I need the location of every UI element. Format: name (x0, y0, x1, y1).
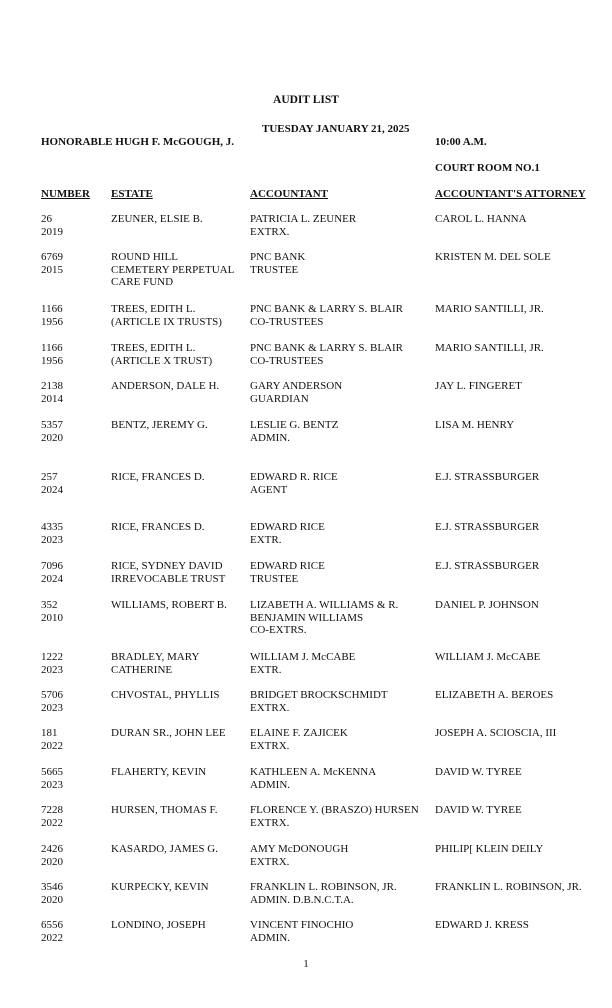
row-accountant-line: GARY ANDERSON (250, 380, 343, 392)
row-attorney (435, 342, 544, 355)
row-accountant (250, 471, 338, 496)
row-attorney (435, 599, 539, 612)
row-accountant-line: GUARDIAN (250, 392, 309, 405)
row-attorney-line: JOSEPH A. SCIOSCIA, III (435, 727, 557, 739)
row-number (41, 804, 63, 829)
row-attorney-line: ELIZABETH A. BEROES (435, 689, 554, 701)
court-room: COURT ROOM NO.1 (435, 162, 540, 174)
row-number-line: 2023 (41, 663, 63, 676)
row-accountant (250, 766, 376, 791)
row-accountant-line: EDWARD R. RICE (250, 471, 338, 483)
row-accountant-line: EXTRX. (250, 739, 290, 752)
row-estate (111, 766, 206, 779)
row-number (41, 419, 63, 444)
row-accountant (250, 651, 355, 676)
row-estate-line: ROUND HILL (111, 251, 178, 263)
row-accountant-line: LESLIE G. BENTZ (250, 419, 339, 431)
row-accountant (250, 689, 388, 714)
row-estate-line: BENTZ, JEREMY G. (111, 419, 208, 431)
row-attorney-line: WILLIAM J. McCABE (435, 651, 541, 663)
row-estate-line: CATHERINE (111, 663, 173, 676)
row-attorney-line: MARIO SANTILLI, JR. (435, 303, 544, 315)
row-estate-line: TREES, EDITH L. (111, 342, 196, 354)
row-estate-line: FLAHERTY, KEVIN (111, 766, 207, 778)
row-accountant-line: TRUSTEE (250, 572, 299, 585)
row-number (41, 651, 63, 676)
row-estate-line: RICE, SYDNEY DAVID (111, 560, 223, 572)
row-attorney-line: EDWARD J. KRESS (435, 919, 529, 931)
row-estate-line: RICE, FRANCES D. (111, 521, 205, 533)
row-number-line: 5665 (41, 766, 63, 778)
row-estate (111, 599, 227, 612)
hearing-date: TUESDAY JANUARY 21, 2025 (262, 123, 410, 135)
row-attorney-line: DAVID W. TYREE (435, 766, 522, 778)
row-accountant-line: PNC BANK & LARRY S. BLAIR (250, 342, 404, 354)
row-accountant-line: ADMIN. (250, 778, 291, 791)
row-accountant-line: FLORENCE Y. (BRASZO) HURSEN (250, 804, 419, 816)
row-accountant-line: VINCENT FINOCHIO (250, 919, 354, 931)
row-estate-line: RICE, FRANCES D. (111, 471, 205, 483)
row-attorney-line: E.J. STRASSBURGER (435, 560, 540, 572)
row-number-line: 1166 (41, 303, 63, 315)
row-estate-line: CARE FUND (111, 276, 174, 288)
row-estate-line: LONDINO, JOSEPH (111, 919, 206, 931)
row-number-line: 1956 (41, 315, 63, 328)
row-estate-line: (ARTICLE X TRUST) (111, 354, 213, 367)
row-accountant (250, 251, 305, 276)
row-number-line: 6769 (41, 251, 63, 263)
row-number-line: 4335 (41, 521, 63, 533)
row-number (41, 919, 63, 944)
row-attorney (435, 213, 527, 226)
row-estate-line: TREES, EDITH L. (111, 303, 196, 315)
row-number-line: 2020 (41, 431, 63, 444)
row-number-line: 3546 (41, 881, 63, 893)
row-accountant-line: EXTRX. (250, 225, 290, 238)
row-attorney-line: JAY L. FINGERET (435, 380, 522, 392)
row-number-line: 181 (41, 727, 58, 739)
row-accountant-line: ADMIN. (250, 431, 291, 444)
row-accountant-line: CO-TRUSTEES (250, 354, 324, 367)
row-accountant-line: BENJAMIN WILLIAMS (250, 611, 364, 624)
row-number (41, 766, 63, 791)
row-number (41, 689, 63, 714)
row-accountant-line: EXTRX. (250, 816, 290, 829)
row-estate-line: KASARDO, JAMES G. (111, 843, 218, 855)
row-number-line: 2023 (41, 701, 63, 714)
row-number-line: 2023 (41, 533, 63, 546)
column-header-estate: ESTATE (111, 188, 153, 200)
row-number-line: 2020 (41, 893, 63, 906)
row-accountant-line: EDWARD RICE (250, 560, 325, 572)
row-attorney-line: E.J. STRASSBURGER (435, 521, 540, 533)
row-estate (111, 651, 199, 676)
row-accountant-line: ELAINE F. ZAJICEK (250, 727, 348, 739)
judge-name: HONORABLE HUGH F. McGOUGH, J. (41, 136, 235, 148)
column-header-accountant: ACCOUNTANT (250, 188, 329, 200)
row-number (41, 560, 63, 585)
row-number-line: 7228 (41, 804, 63, 816)
row-number (41, 251, 63, 276)
row-number-line: 2426 (41, 843, 63, 855)
row-accountant-line: EDWARD RICE (250, 521, 325, 533)
row-number-line: 2015 (41, 263, 63, 276)
row-estate-line: ANDERSON, DALE H. (111, 380, 220, 392)
row-estate-line: KURPECKY, KEVIN (111, 881, 209, 893)
document-title: AUDIT LIST (273, 94, 339, 106)
row-estate (111, 689, 220, 702)
row-estate-line: IRREVOCABLE TRUST (111, 572, 226, 585)
row-estate (111, 881, 209, 894)
row-number (41, 303, 63, 328)
row-number-line: 2022 (41, 739, 63, 752)
row-number (41, 213, 63, 238)
hearing-time: 10:00 A.M. (435, 136, 487, 148)
row-estate (111, 471, 205, 484)
row-number-line: 2022 (41, 931, 63, 944)
row-number-line: 2020 (41, 855, 63, 868)
row-number-line: 2023 (41, 778, 63, 791)
row-number-line: 2024 (41, 572, 63, 585)
row-accountant (250, 919, 353, 944)
row-accountant-line: ADMIN. (250, 931, 291, 944)
row-accountant-line: EXTRX. (250, 701, 290, 714)
row-number-line: 2024 (41, 483, 63, 496)
page-number: 1 (303, 958, 309, 970)
row-estate (111, 380, 219, 393)
row-estate (111, 843, 218, 856)
row-number (41, 380, 63, 405)
row-accountant-line: FRANKLIN L. ROBINSON, JR. (250, 881, 397, 893)
row-attorney-line: MARIO SANTILLI, JR. (435, 342, 544, 354)
row-accountant-line: PATRICIA L. ZEUNER (250, 213, 357, 225)
row-attorney (435, 251, 551, 264)
row-accountant (250, 213, 356, 238)
row-number (41, 471, 63, 496)
row-number-line: 6556 (41, 919, 63, 931)
row-attorney (435, 689, 553, 702)
row-accountant-line: WILLIAM J. McCABE (250, 651, 356, 663)
row-attorney-line: DAVID W. TYREE (435, 804, 522, 816)
row-attorney-line: E.J. STRASSBURGER (435, 471, 540, 483)
row-number-line: 2014 (41, 392, 63, 405)
row-estate (111, 560, 225, 585)
row-estate (111, 251, 234, 289)
row-attorney (435, 843, 543, 856)
row-estate (111, 727, 226, 740)
row-accountant (250, 727, 348, 752)
row-accountant (250, 419, 338, 444)
row-number-line: 352 (41, 599, 58, 611)
row-number (41, 843, 63, 868)
row-estate (111, 213, 203, 226)
column-header-attorney: ACCOUNTANT'S ATTORNEY (435, 188, 586, 200)
row-number (41, 881, 63, 906)
row-attorney (435, 804, 522, 817)
row-number-line: 1222 (41, 651, 63, 663)
row-accountant-line: CO-TRUSTEES (250, 315, 324, 328)
row-number-line: 2019 (41, 225, 63, 238)
row-accountant-line: PNC BANK (250, 251, 306, 263)
row-accountant-line: TRUSTEE (250, 263, 299, 276)
row-accountant-line: EXTR. (250, 663, 282, 676)
row-attorney (435, 380, 522, 393)
row-accountant (250, 881, 397, 906)
row-estate (111, 419, 208, 432)
row-attorney-line: PHILIP[ KLEIN DEILY (435, 843, 544, 855)
row-number (41, 727, 63, 752)
row-number (41, 599, 63, 624)
row-attorney (435, 881, 582, 894)
row-estate-line: ZEUNER, ELSIE B. (111, 213, 203, 225)
row-estate-line: (ARTICLE IX TRUSTS) (111, 315, 222, 328)
row-estate-line: BRADLEY, MARY (111, 651, 200, 663)
row-number-line: 5706 (41, 689, 63, 701)
row-attorney-line: DANIEL P. JOHNSON (435, 599, 539, 611)
row-number-line: 7096 (41, 560, 63, 572)
row-accountant (250, 804, 419, 829)
row-number-line: 1166 (41, 342, 63, 354)
row-number (41, 521, 63, 546)
row-number-line: 2010 (41, 611, 63, 624)
row-attorney (435, 521, 539, 534)
row-estate (111, 919, 206, 932)
row-estate (111, 521, 205, 534)
row-number-line: 1956 (41, 354, 63, 367)
row-number-line: 257 (41, 471, 58, 483)
row-attorney (435, 651, 540, 664)
row-accountant-line: EXTRX. (250, 855, 290, 868)
row-accountant-line: CO-EXTRS. (250, 624, 307, 636)
row-attorney (435, 303, 544, 316)
row-estate-line: WILLIAMS, ROBERT B. (111, 599, 227, 611)
row-accountant-line: ADMIN. D.B.N.C.T.A. (250, 893, 354, 906)
row-estate-line: CHVOSTAL, PHYLLIS (111, 689, 220, 701)
row-accountant-line: LIZABETH A. WILLIAMS & R. (250, 599, 399, 611)
row-attorney-line: LISA M. HENRY (435, 419, 515, 431)
row-estate (111, 804, 218, 817)
row-accountant (250, 843, 348, 868)
row-attorney (435, 766, 522, 779)
row-estate-line: CEMETERY PERPETUAL (111, 263, 235, 276)
column-header-number: NUMBER (41, 188, 90, 200)
row-estate (111, 342, 212, 367)
row-accountant (250, 521, 325, 546)
row-accountant (250, 342, 403, 367)
row-attorney (435, 919, 529, 932)
row-accountant-line: AMY McDONOUGH (250, 843, 349, 855)
row-number-line: 26 (41, 213, 52, 225)
row-accountant-line: AGENT (250, 483, 288, 496)
row-accountant (250, 560, 325, 585)
row-attorney (435, 727, 556, 740)
row-attorney (435, 471, 539, 484)
row-attorney (435, 560, 539, 573)
row-estate (111, 303, 222, 328)
row-attorney-line: CAROL L. HANNA (435, 213, 527, 225)
row-number (41, 342, 63, 367)
row-accountant (250, 599, 398, 637)
row-accountant (250, 380, 342, 405)
row-accountant (250, 303, 403, 328)
row-accountant-line: BRIDGET BROCKSCHMIDT (250, 689, 388, 701)
row-accountant-line: PNC BANK & LARRY S. BLAIR (250, 303, 404, 315)
row-attorney (435, 419, 514, 432)
row-number-line: 2138 (41, 380, 63, 392)
row-estate-line: HURSEN, THOMAS F. (111, 804, 218, 816)
row-attorney-line: FRANKLIN L. ROBINSON, JR. (435, 881, 582, 893)
row-accountant-line: KATHLEEN A. McKENNA (250, 766, 377, 778)
row-attorney-line: KRISTEN M. DEL SOLE (435, 251, 551, 263)
row-accountant-line: EXTR. (250, 533, 282, 546)
row-number-line: 5357 (41, 419, 63, 431)
row-estate-line: DURAN SR., JOHN LEE (111, 727, 226, 739)
row-number-line: 2022 (41, 816, 63, 829)
